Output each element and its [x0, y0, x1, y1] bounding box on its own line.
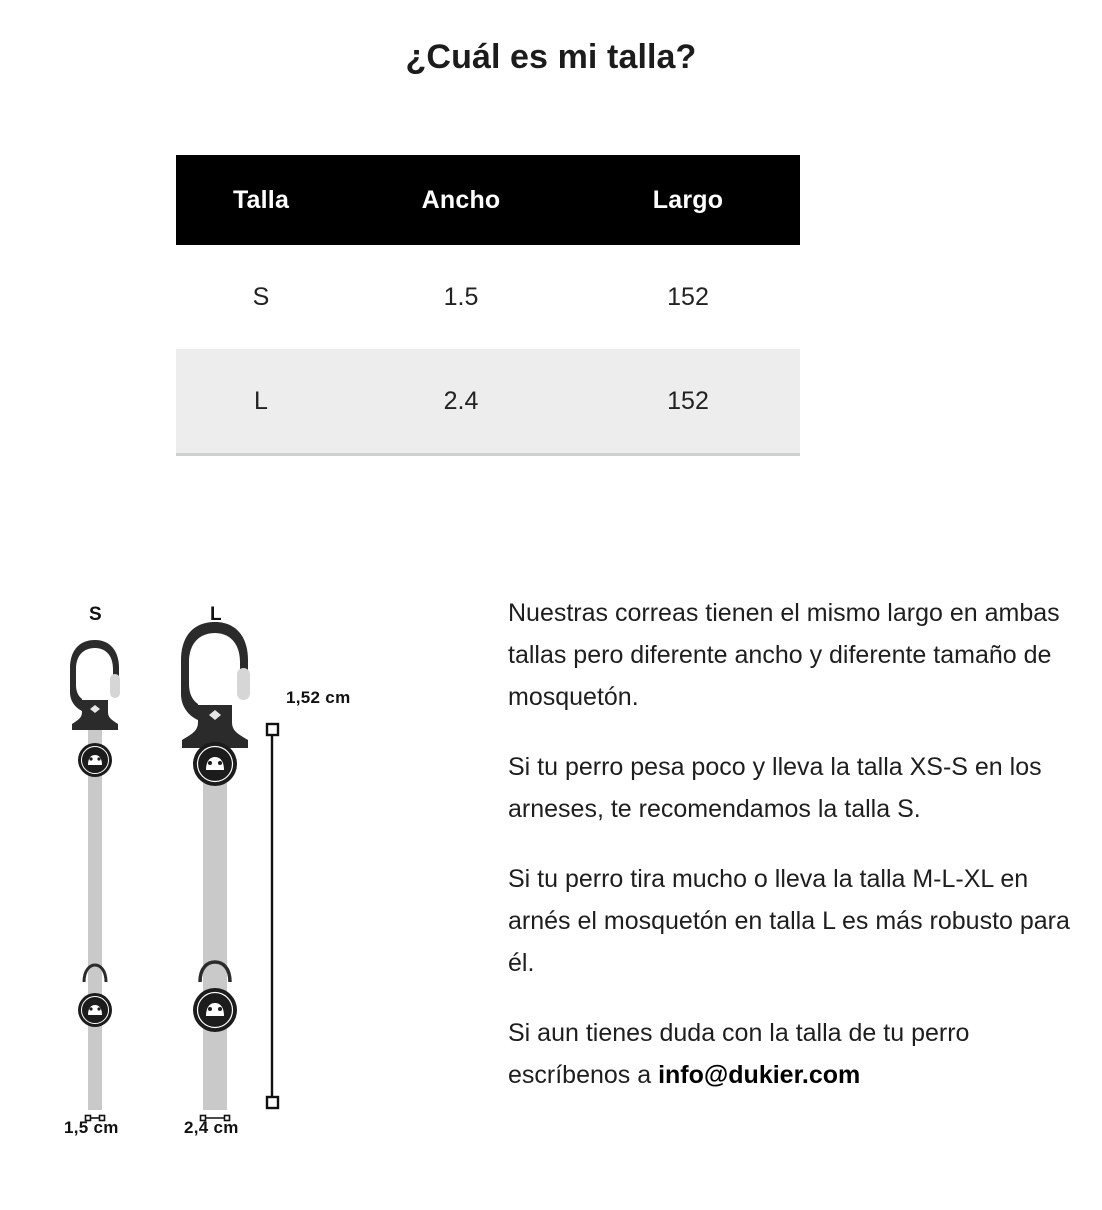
diagram-label-width-l: 2,4 cm: [184, 1118, 239, 1137]
cell-largo: 152: [576, 349, 800, 455]
logo-badge-large-top: [193, 742, 237, 786]
contact-text: Si aun tienes duda con la talla de tu perro escríbenos a: [508, 1019, 970, 1089]
strap-large: [203, 732, 227, 1110]
contact-email[interactable]: info@dukier.com: [658, 1061, 861, 1089]
table-header-row: [176, 155, 800, 245]
info-paragraph-2: Si tu perro pesa poco y lleva la talla XS-S en los arneses, te recomendamos la talla S.: [508, 753, 1042, 823]
info-text-column: [508, 592, 1088, 1096]
column-header-ancho: Ancho: [421, 185, 501, 214]
leash-illustration-svg: [48, 592, 448, 1172]
carabiner-small-gate: [110, 674, 120, 698]
diagram-label-width-s: 1,5 cm: [64, 1118, 119, 1137]
carabiner-large-gate: [237, 668, 250, 700]
leash-size-diagram: [48, 592, 448, 1172]
info-paragraph-contact: [508, 1012, 1088, 1096]
size-table: [176, 155, 800, 456]
cell-ancho: 1.5: [443, 282, 479, 311]
column-header-talla: Talla: [232, 185, 290, 214]
length-dimension-line: [267, 724, 278, 1108]
page-title: ¿Cuál es mi talla?: [405, 38, 697, 76]
leash-large-group: [181, 622, 250, 1121]
cell-talla: S: [252, 282, 270, 311]
cell-largo: 152: [667, 282, 709, 311]
carabiner-small-icon: [70, 640, 120, 730]
table-row: [176, 349, 800, 455]
logo-badge-large-bottom: [193, 988, 237, 1032]
column-header-largo: Largo: [652, 185, 724, 214]
info-paragraph-3: Si tu perro tira mucho o lleva la talla M-L-XL en arnés el mosquetón en talla L es más robusto para él.: [508, 865, 1070, 977]
leash-small-group: [70, 640, 120, 1121]
diagram-label-size-s: S: [89, 604, 103, 625]
info-paragraph-1: Nuestras correas tienen el mismo largo en ambas tallas pero diferente ancho y diferente tamaño de mosquetón.: [508, 599, 1060, 711]
table-row: [176, 245, 800, 349]
strap-small: [88, 720, 102, 1110]
diagram-label-size-l: L: [210, 604, 223, 625]
logo-badge-small-bottom: [78, 993, 112, 1027]
cell-ancho: 2.4: [346, 349, 576, 455]
diagram-label-length: 1,52 cm: [286, 688, 351, 707]
size-table-body: [176, 245, 800, 455]
size-table-head: [176, 155, 800, 245]
logo-badge-small-top: [78, 743, 112, 777]
carabiner-large-icon: [181, 622, 250, 748]
cell-talla: L: [176, 349, 346, 455]
